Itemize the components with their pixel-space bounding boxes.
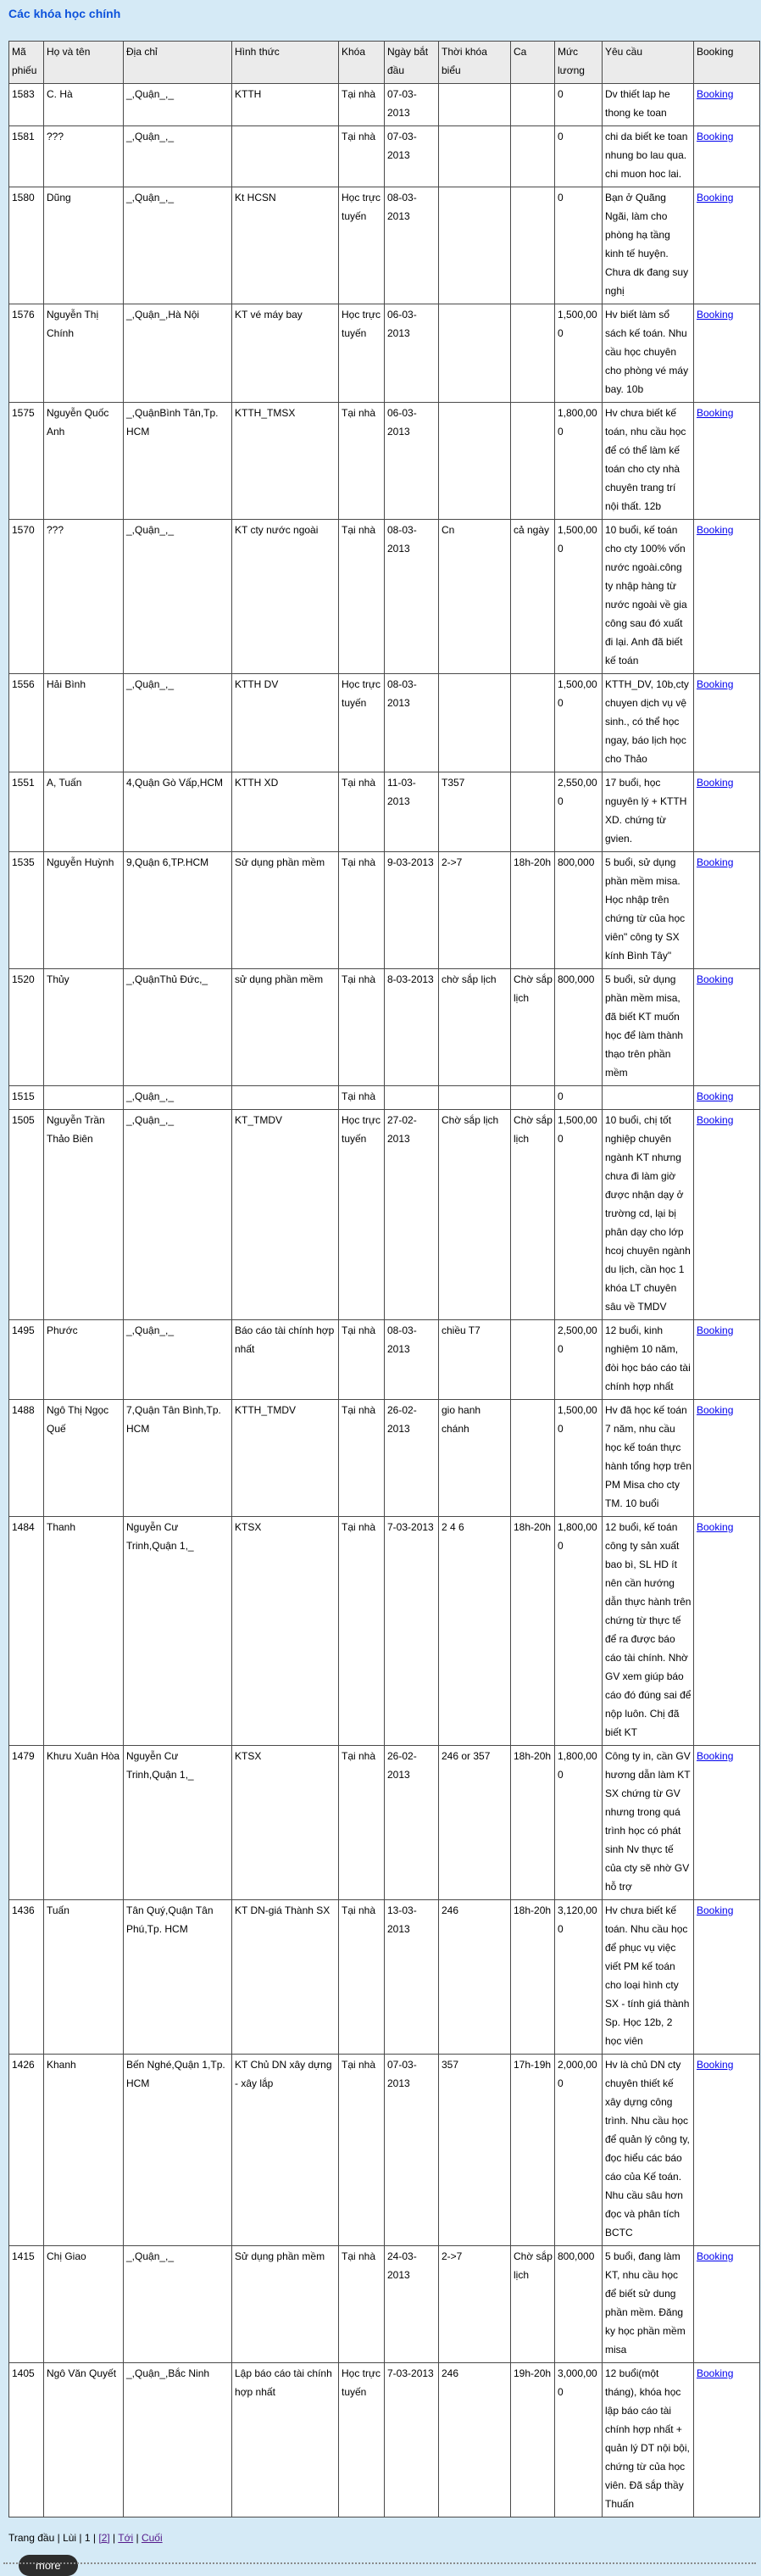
cell-ten: Khanh xyxy=(44,2055,124,2246)
pagination-link-Ti[interactable]: Tới xyxy=(118,2532,134,2544)
cell-ten: Nguyễn Huỳnh xyxy=(44,852,124,969)
cell-diachi: _,Quận_,_ xyxy=(124,84,232,126)
cell-tkb: 246 xyxy=(439,2363,511,2517)
booking-link[interactable]: Booking xyxy=(697,856,734,868)
cell-diachi: Nguyễn Cư Trinh,Quận 1,_ xyxy=(124,1746,232,1900)
cell-diachi: _,Quận_,Hà Nội xyxy=(124,304,232,403)
table-row xyxy=(9,2246,760,2363)
cell-ma: 1436 xyxy=(9,1900,44,2055)
cell-yeucau: Hv đã học kế toán 7 năm, nhu cầu học kế toán thực hành tổng hợp trên PM Misa cho cty TM. 10 buổi xyxy=(603,1400,694,1517)
cell-tkb: T357 xyxy=(439,772,511,852)
cell-hinhthuc: KT vé máy bay xyxy=(232,304,339,403)
cell-booking xyxy=(694,852,760,969)
cell-luong: 1,500,000 xyxy=(555,1400,603,1517)
cell-ten: Hải Bình xyxy=(44,674,124,772)
cell-tkb: Chờ sắp lịch xyxy=(439,1110,511,1320)
cell-diachi: _,Quận_,_ xyxy=(124,520,232,674)
column-header-ca: Ca xyxy=(511,42,555,84)
dotted-divider xyxy=(3,2562,756,2564)
cell-hinhthuc: KT DN-giá Thành SX xyxy=(232,1900,339,2055)
cell-tkb: chờ sắp lịch xyxy=(439,969,511,1086)
cell-ca xyxy=(511,1320,555,1400)
cell-yeucau: Hv biết làm sổ sách kế toán. Nhu cầu học chuyên cho phòng vé máy bay. 10b xyxy=(603,304,694,403)
cell-luong: 0 xyxy=(555,126,603,187)
cell-tkb: 246 xyxy=(439,1900,511,2055)
booking-link[interactable]: Booking xyxy=(697,309,734,321)
cell-ma: 1556 xyxy=(9,674,44,772)
cell-hinhthuc: Báo cáo tài chính hợp nhất xyxy=(232,1320,339,1400)
cell-ma: 1520 xyxy=(9,969,44,1086)
cell-booking xyxy=(694,1746,760,1900)
cell-ngay: 9-03-2013 xyxy=(385,852,439,969)
cell-yeucau: 5 buổi, sử dụng phần mềm misa. Học nhập trên chứng từ của học viên" công ty SX kính Bình Tây" xyxy=(603,852,694,969)
cell-yeucau: 12 buổi, kế toán công ty sản xuất bao bì, SL HD ít nên cần hướng dẫn thực hành trên chứng từ thực tế để ra được báo cáo tài chính. Nhờ GV xem giúp báo cáo đó đúng sai để nộp luôn. Chị đã biết KT xyxy=(603,1517,694,1746)
cell-hinhthuc: KTSX xyxy=(232,1517,339,1746)
cell-ca xyxy=(511,126,555,187)
booking-link[interactable]: Booking xyxy=(697,1750,734,1762)
cell-diachi: 9,Quận 6,TP.HCM xyxy=(124,852,232,969)
cell-khoa: Tại nhà xyxy=(339,84,385,126)
cell-hinhthuc: KTTH XD xyxy=(232,772,339,852)
cell-hinhthuc: Sử dụng phần mềm xyxy=(232,852,339,969)
cell-khoa: Học trực tuyến xyxy=(339,304,385,403)
table-row xyxy=(9,674,760,772)
cell-ca xyxy=(511,772,555,852)
cell-khoa: Học trực tuyến xyxy=(339,1110,385,1320)
booking-link[interactable]: Booking xyxy=(697,1324,734,1336)
pagination-text: Lùi xyxy=(63,2532,77,2544)
cell-yeucau: Bạn ở Quãng Ngãi, làm cho phòng hạ tầng kinh tế huyện. Chưa dk đang suy nghị xyxy=(603,187,694,304)
booking-link[interactable]: Booking xyxy=(697,524,734,536)
cell-ma: 1535 xyxy=(9,852,44,969)
cell-luong: 2,500,000 xyxy=(555,1320,603,1400)
cell-hinhthuc: Lập báo cáo tài chính hợp nhất xyxy=(232,2363,339,2517)
column-header-yeucau: Yêu cầu xyxy=(603,42,694,84)
cell-luong: 1,800,000 xyxy=(555,1517,603,1746)
cell-ngay: 8-03-2013 xyxy=(385,969,439,1086)
cell-khoa: Tại nhà xyxy=(339,1086,385,1110)
cell-ca xyxy=(511,674,555,772)
cell-ten: Dũng xyxy=(44,187,124,304)
cell-diachi: _,Quận_,_ xyxy=(124,674,232,772)
cell-ma: 1515 xyxy=(9,1086,44,1110)
cell-yeucau: 12 buổi, kinh nghiệm 10 năm, đòi học báo cáo tài chính hợp nhất xyxy=(603,1320,694,1400)
cell-ngay: 07-03-2013 xyxy=(385,2055,439,2246)
cell-khoa: Tại nhà xyxy=(339,772,385,852)
cell-yeucau: Hv chưa biết kế toán. Nhu cầu học để phục vụ việc viết PM kế toán cho loại hình cty SX - tính giá thành Sp. Học 12b, 2 học viên xyxy=(603,1900,694,2055)
cell-ten: Ngô Văn Quyết xyxy=(44,2363,124,2517)
column-header-ten: Họ và tên xyxy=(44,42,124,84)
cell-booking xyxy=(694,1400,760,1517)
cell-ma: 1581 xyxy=(9,126,44,187)
pagination-link-Cui[interactable]: Cuối xyxy=(141,2532,163,2544)
cell-tkb: 2->7 xyxy=(439,2246,511,2363)
cell-booking xyxy=(694,1517,760,1746)
cell-hinhthuc: Kt HCSN xyxy=(232,187,339,304)
cell-diachi: _,QuậnBình Tân,Tp. HCM xyxy=(124,403,232,520)
cell-ma: 1479 xyxy=(9,1746,44,1900)
cell-tkb: 2 4 6 xyxy=(439,1517,511,1746)
cell-hinhthuc: Sử dụng phần mềm xyxy=(232,2246,339,2363)
cell-luong: 2,000,000 xyxy=(555,2055,603,2246)
column-header-khoa: Khóa xyxy=(339,42,385,84)
cell-luong: 1,800,000 xyxy=(555,1746,603,1900)
cell-ma: 1583 xyxy=(9,84,44,126)
cell-ten: ??? xyxy=(44,520,124,674)
cell-khoa: Học trực tuyến xyxy=(339,187,385,304)
cell-khoa: Tại nhà xyxy=(339,1320,385,1400)
cell-luong: 1,500,000 xyxy=(555,1110,603,1320)
cell-ngay: 24-03-2013 xyxy=(385,2246,439,2363)
cell-yeucau: 10 buổi, chị tốt nghiệp chuyên ngành KT nhưng chưa đi làm giờ được nhận dạy ở trường cd, lại bị phân dạy cho lớp hcoj chuyên ngành du lịch, cần học 1 khóa LT chuyên sâu về TMDV xyxy=(603,1110,694,1320)
table-row xyxy=(9,1517,760,1746)
cell-yeucau: 5 buổi, đang làm KT, nhu cầu học để biết sử dung phần mềm. Đăng ky học phần mềm misa xyxy=(603,2246,694,2363)
cell-ten: Nguyễn Quốc Anh xyxy=(44,403,124,520)
cell-yeucau: 10 buổi, kế toán cho cty 100% vốn nước ngoài.công ty nhập hàng từ nước ngoài về gia công sau đó xuất đi lại. Anh đã biết kế toán xyxy=(603,520,694,674)
cell-ma: 1570 xyxy=(9,520,44,674)
cell-ma: 1575 xyxy=(9,403,44,520)
table-row xyxy=(9,403,760,520)
cell-khoa: Tại nhà xyxy=(339,1517,385,1746)
cell-luong: 2,550,000 xyxy=(555,772,603,852)
cell-tkb: Cn xyxy=(439,520,511,674)
cell-ma: 1505 xyxy=(9,1110,44,1320)
cell-tkb: 2->7 xyxy=(439,852,511,969)
booking-link[interactable]: Booking xyxy=(697,131,734,142)
cell-ngay: 26-02-2013 xyxy=(385,1746,439,1900)
table-row xyxy=(9,187,760,304)
cell-diachi: _,Quận_,Bắc Ninh xyxy=(124,2363,232,2517)
cell-ca: 19h-20h xyxy=(511,2363,555,2517)
cell-luong: 0 xyxy=(555,84,603,126)
cell-hinhthuc: KTTH xyxy=(232,84,339,126)
cell-yeucau: 12 buổi(một tháng), khóa học lập báo cáo tài chính hợp nhất + quản lý DT nội bội, chứng từ của học viên. Đã sắp thầy Thuấn xyxy=(603,2363,694,2517)
cell-ngay: 7-03-2013 xyxy=(385,1517,439,1746)
table-row xyxy=(9,1400,760,1517)
cell-ca xyxy=(511,1400,555,1517)
booking-link[interactable]: Booking xyxy=(697,973,734,985)
cell-yeucau: chi da biết ke toan nhung bo lau qua. chi muon hoc lai. xyxy=(603,126,694,187)
cell-tkb xyxy=(439,1086,511,1110)
table-row xyxy=(9,2055,760,2246)
booking-link[interactable]: Booking xyxy=(697,1521,734,1533)
cell-ten: Tuấn xyxy=(44,1900,124,2055)
cell-booking xyxy=(694,2055,760,2246)
booking-link[interactable]: Booking xyxy=(697,1904,734,1916)
cell-ca: 18h-20h xyxy=(511,1746,555,1900)
cell-booking xyxy=(694,304,760,403)
cell-ca: 18h-20h xyxy=(511,1517,555,1746)
cell-tkb xyxy=(439,304,511,403)
cell-yeucau: Công ty in, cần GV hương dẫn làm KT SX chứng từ GV nhưng trong quá trình học có phát sinh Nv thực tế của cty sẽ nhờ GV hỗ trợ xyxy=(603,1746,694,1900)
cell-ten: Thanh xyxy=(44,1517,124,1746)
cell-diachi: _,Quận_,_ xyxy=(124,126,232,187)
cell-ten: Nguyễn Trần Thảo Biên xyxy=(44,1110,124,1320)
booking-link[interactable]: Booking xyxy=(697,1090,734,1102)
cell-ma: 1405 xyxy=(9,2363,44,2517)
cell-diachi: _,Quận_,_ xyxy=(124,187,232,304)
cell-ca xyxy=(511,187,555,304)
table-row xyxy=(9,852,760,969)
cell-ten: A, Tuấn xyxy=(44,772,124,852)
cell-luong: 0 xyxy=(555,1086,603,1110)
cell-tkb xyxy=(439,403,511,520)
cell-tkb: 246 or 357 xyxy=(439,1746,511,1900)
cell-ngay: 08-03-2013 xyxy=(385,520,439,674)
cell-tkb xyxy=(439,187,511,304)
table-row xyxy=(9,1110,760,1320)
cell-luong: 1,500,000 xyxy=(555,674,603,772)
cell-booking xyxy=(694,1320,760,1400)
cell-tkb: gio hanh chánh xyxy=(439,1400,511,1517)
cell-ngay: 07-03-2013 xyxy=(385,84,439,126)
cell-hinhthuc: KTSX xyxy=(232,1746,339,1900)
cell-ma: 1415 xyxy=(9,2246,44,2363)
cell-ngay: 11-03-2013 xyxy=(385,772,439,852)
cell-ca: Chờ sắp lịch xyxy=(511,2246,555,2363)
cell-diachi: _,Quận_,_ xyxy=(124,1086,232,1110)
booking-link[interactable]: Booking xyxy=(697,2367,734,2379)
cell-luong: 3,120,000 xyxy=(555,1900,603,2055)
courses-table xyxy=(8,41,760,2517)
cell-luong: 3,000,000 xyxy=(555,2363,603,2517)
cell-booking xyxy=(694,1900,760,2055)
cell-ca: 18h-20h xyxy=(511,1900,555,2055)
table-row xyxy=(9,1900,760,2055)
cell-booking xyxy=(694,969,760,1086)
cell-diachi: Tân Quý,Quận Tân Phú,Tp. HCM xyxy=(124,1900,232,2055)
cell-khoa: Tại nhà xyxy=(339,852,385,969)
column-header-luong: Mức lương xyxy=(555,42,603,84)
cell-ca: 18h-20h xyxy=(511,852,555,969)
cell-luong: 0 xyxy=(555,187,603,304)
cell-hinhthuc: KTTH_TMSX xyxy=(232,403,339,520)
cell-luong: 1,500,000 xyxy=(555,520,603,674)
cell-booking xyxy=(694,2363,760,2517)
course-table-body xyxy=(9,84,760,2517)
booking-link[interactable]: Booking xyxy=(697,1404,734,1416)
cell-diachi: _,Quận_,_ xyxy=(124,2246,232,2363)
column-header-booking: Booking xyxy=(694,42,760,84)
cell-ten: Chị Giao xyxy=(44,2246,124,2363)
cell-diachi: 7,Quận Tân Bình,Tp. HCM xyxy=(124,1400,232,1517)
cell-ngay: 06-03-2013 xyxy=(385,304,439,403)
cell-diachi: _,Quận_,_ xyxy=(124,1320,232,1400)
cell-ma: 1495 xyxy=(9,1320,44,1400)
cell-ten: Ngô Thị Ngọc Quế xyxy=(44,1400,124,1517)
cell-hinhthuc: sử dụng phần mềm xyxy=(232,969,339,1086)
cell-ma: 1551 xyxy=(9,772,44,852)
cell-ten: Nguyễn Thị Chính xyxy=(44,304,124,403)
cell-booking xyxy=(694,1086,760,1110)
table-row xyxy=(9,84,760,126)
cell-diachi: Bến Nghé,Quận 1,Tp. HCM xyxy=(124,2055,232,2246)
cell-khoa: Tại nhà xyxy=(339,403,385,520)
page-title: Các khóa học chính xyxy=(8,7,121,20)
cell-ngay: 26-02-2013 xyxy=(385,1400,439,1517)
cell-yeucau xyxy=(603,1086,694,1110)
cell-booking xyxy=(694,674,760,772)
booking-link[interactable]: Booking xyxy=(697,2250,734,2262)
cell-khoa: Tại nhà xyxy=(339,520,385,674)
column-header-ngay: Ngày bắt đầu xyxy=(385,42,439,84)
cell-khoa: Tại nhà xyxy=(339,2055,385,2246)
cell-booking xyxy=(694,2246,760,2363)
cell-ca: 17h-19h xyxy=(511,2055,555,2246)
cell-hinhthuc: KTTH_TMDV xyxy=(232,1400,339,1517)
cell-ma: 1484 xyxy=(9,1517,44,1746)
cell-tkb: chiều T7 xyxy=(439,1320,511,1400)
cell-ca xyxy=(511,304,555,403)
cell-ma: 1580 xyxy=(9,187,44,304)
cell-ca: cả ngày xyxy=(511,520,555,674)
cell-ten: ??? xyxy=(44,126,124,187)
booking-link[interactable]: Booking xyxy=(697,678,734,690)
cell-hinhthuc xyxy=(232,126,339,187)
cell-ngay: 07-03-2013 xyxy=(385,126,439,187)
table-row xyxy=(9,304,760,403)
cell-booking xyxy=(694,187,760,304)
column-header-ma: Mã phiếu xyxy=(9,42,44,84)
cell-booking xyxy=(694,84,760,126)
booking-link[interactable]: Booking xyxy=(697,2059,734,2071)
cell-khoa: Tại nhà xyxy=(339,1400,385,1517)
table-row xyxy=(9,1086,760,1110)
table-row xyxy=(9,1320,760,1400)
cell-yeucau: Hv là chủ DN cty chuyên thiết kế xây dựng công trình. Nhu cầu học để quản lý công ty, đọc hiểu các báo cáo của Kế toán. Nhu cầu sâu hơn đọc và phân tích BCTC xyxy=(603,2055,694,2246)
pagination: Trang đầu | Lùi | 1 | [2] | Tới | Cuối xyxy=(8,2532,163,2544)
cell-tkb xyxy=(439,674,511,772)
cell-booking xyxy=(694,772,760,852)
cell-luong: 1,500,000 xyxy=(555,304,603,403)
cell-ma: 1426 xyxy=(9,2055,44,2246)
table-header-row xyxy=(9,42,760,84)
table-row xyxy=(9,1746,760,1900)
cell-hinhthuc: KT Chủ DN xây dựng - xây lắp xyxy=(232,2055,339,2246)
cell-hinhthuc: KT cty nước ngoài xyxy=(232,520,339,674)
cell-ten: Thủy xyxy=(44,969,124,1086)
pagination-link-2[interactable]: [2] xyxy=(98,2532,110,2544)
column-header-hinhthuc: Hình thức xyxy=(232,42,339,84)
cell-hinhthuc xyxy=(232,1086,339,1110)
cell-khoa: Tại nhà xyxy=(339,126,385,187)
cell-khoa: Học trực tuyến xyxy=(339,674,385,772)
cell-luong: 800,000 xyxy=(555,852,603,969)
cell-ca xyxy=(511,84,555,126)
cell-ca xyxy=(511,1086,555,1110)
cell-diachi: Nguyễn Cư Trinh,Quận 1,_ xyxy=(124,1517,232,1746)
cell-ngay xyxy=(385,1086,439,1110)
cell-booking xyxy=(694,520,760,674)
cell-ngay: 08-03-2013 xyxy=(385,1320,439,1400)
cell-yeucau: Dv thiết lap he thong ke toan xyxy=(603,84,694,126)
table-row xyxy=(9,772,760,852)
cell-diachi: _,QuậnThủ Đức,_ xyxy=(124,969,232,1086)
cell-yeucau: 5 buổi, sử dụng phần mềm misa, đã biết KT muốn học để làm thành thạo trên phần mềm xyxy=(603,969,694,1086)
table-row xyxy=(9,969,760,1086)
cell-yeucau: KTTH_DV, 10b,cty chuyen dịch vụ vệ sinh., có thể học ngay, báo lịch học cho Thảo xyxy=(603,674,694,772)
cell-ca: Chờ sắp lịch xyxy=(511,969,555,1086)
cell-ngay: 06-03-2013 xyxy=(385,403,439,520)
cell-khoa: Học trực tuyến xyxy=(339,2363,385,2517)
cell-ngay: 08-03-2013 xyxy=(385,674,439,772)
table-row xyxy=(9,2363,760,2517)
column-header-tkb: Thời khóa biểu xyxy=(439,42,511,84)
cell-booking xyxy=(694,403,760,520)
cell-khoa: Tại nhà xyxy=(339,969,385,1086)
booking-link[interactable]: Booking xyxy=(697,777,734,789)
column-header-diachi: Địa chỉ xyxy=(124,42,232,84)
cell-ngay: 7-03-2013 xyxy=(385,2363,439,2517)
cell-yeucau: 17 buổi, học nguyên lý + KTTH XD. chứng từ gvien. xyxy=(603,772,694,852)
table-row xyxy=(9,520,760,674)
cell-luong: 1,800,000 xyxy=(555,403,603,520)
table-row xyxy=(9,126,760,187)
cell-ma: 1576 xyxy=(9,304,44,403)
more-button[interactable]: more xyxy=(19,2555,78,2576)
cell-tkb xyxy=(439,84,511,126)
cell-luong: 800,000 xyxy=(555,2246,603,2363)
cell-diachi: _,Quận_,_ xyxy=(124,1110,232,1320)
cell-tkb xyxy=(439,126,511,187)
cell-ca: Chờ sắp lịch xyxy=(511,1110,555,1320)
cell-ten: C. Hà xyxy=(44,84,124,126)
cell-ngay: 27-02-2013 xyxy=(385,1110,439,1320)
pagination-text: Trang đầu xyxy=(8,2532,55,2544)
booking-link[interactable]: Booking xyxy=(697,407,734,419)
cell-tkb: 357 xyxy=(439,2055,511,2246)
pagination-text: 1 xyxy=(84,2532,91,2544)
cell-ma: 1488 xyxy=(9,1400,44,1517)
cell-diachi: 4,Quận Gò Vấp,HCM xyxy=(124,772,232,852)
cell-khoa: Tại nhà xyxy=(339,1900,385,2055)
cell-ngay: 13-03-2013 xyxy=(385,1900,439,2055)
booking-link[interactable]: Booking xyxy=(697,88,734,100)
cell-ca xyxy=(511,403,555,520)
booking-link[interactable]: Booking xyxy=(697,1114,734,1126)
cell-ten: Phước xyxy=(44,1320,124,1400)
cell-yeucau: Hv chưa biết kế toán, nhu cầu học để có thể làm kế toán cho cty nhà chuyên trang trí nội thất. 12b xyxy=(603,403,694,520)
cell-ten: Khưu Xuân Hòa xyxy=(44,1746,124,1900)
cell-hinhthuc: KT_TMDV xyxy=(232,1110,339,1320)
cell-hinhthuc: KTTH DV xyxy=(232,674,339,772)
cell-ngay: 08-03-2013 xyxy=(385,187,439,304)
booking-link[interactable]: Booking xyxy=(697,192,734,204)
cell-khoa: Tại nhà xyxy=(339,1746,385,1900)
cell-khoa: Tại nhà xyxy=(339,2246,385,2363)
cell-ten xyxy=(44,1086,124,1110)
cell-booking xyxy=(694,1110,760,1320)
cell-booking xyxy=(694,126,760,187)
cell-luong: 800,000 xyxy=(555,969,603,1086)
